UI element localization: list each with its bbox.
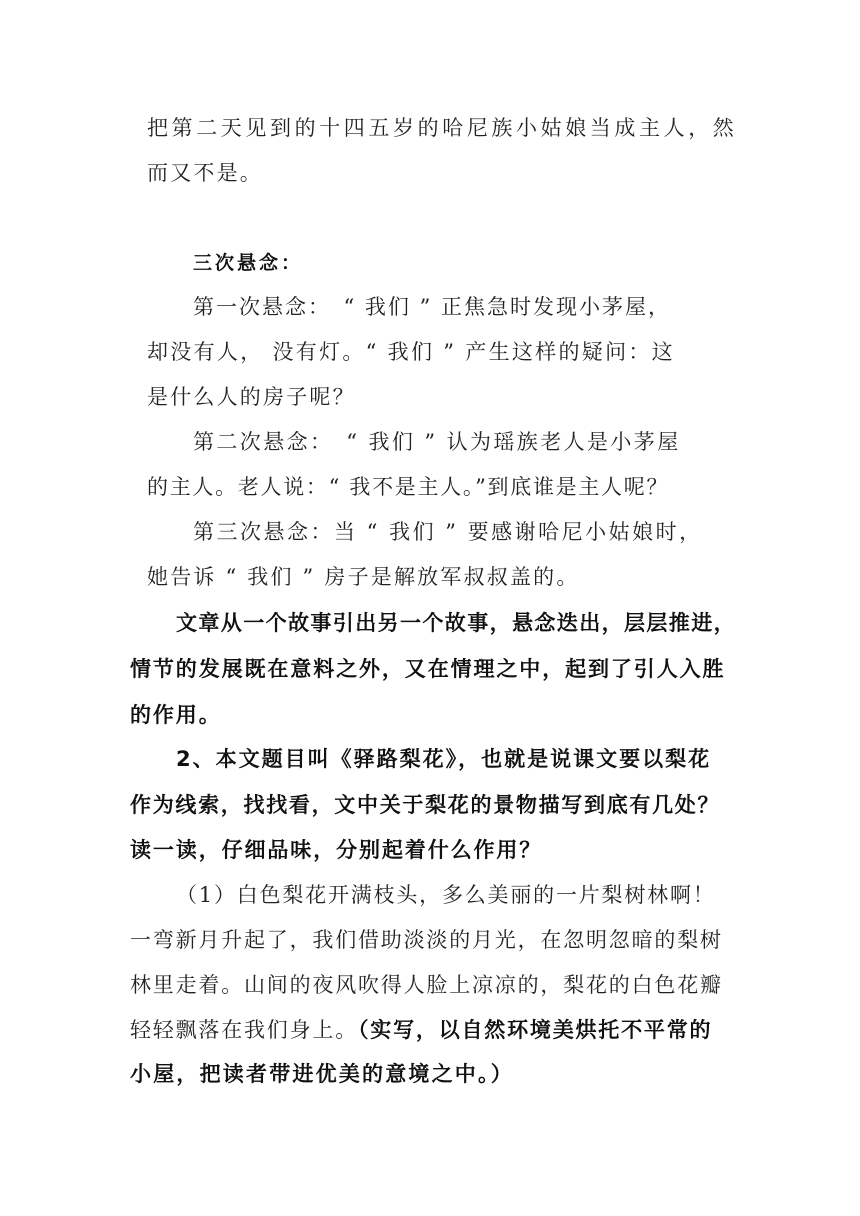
paragraph-line: 一弯新月升起了，我们借助淡淡的月光，在忽明忽暗的梨树 bbox=[130, 928, 723, 952]
question-line: 作为线索，找找看，文中关于梨花的景物描写到底有几处？ bbox=[130, 793, 721, 817]
paragraph-line: 她告诉 “ 我们 ” 房子是解放军叔叔盖的。 bbox=[147, 565, 580, 589]
paragraph-line: 第二次悬念： “ 我们 ” 认为瑶族老人是小茅屋 bbox=[193, 430, 681, 454]
paragraph-line: 是什么人的房子呢？ bbox=[147, 385, 356, 409]
paragraph-line: 却没有人， 没有灯。“ 我们 ” 产生这样的疑问：这 bbox=[147, 340, 675, 364]
paragraph-line: 林里走着。山间的夜风吹得人脸上凉凉的，梨花的白色花瓣 bbox=[130, 973, 723, 997]
paragraph-line: 的主人。老人说：“ 我不是主人。”到底谁是主人呢？ bbox=[147, 475, 670, 499]
annotation-text: （实写，以自然环境美烘托不平常的 bbox=[358, 1018, 713, 1042]
question-line: 2、本文题目叫《驿路梨花》，也就是说课文要以梨花 bbox=[176, 747, 712, 771]
paragraph-line: 把第二天见到的十四五岁的哈尼族小姑娘当成主人，然 bbox=[147, 116, 738, 140]
section-heading: 三次悬念： bbox=[193, 252, 304, 274]
bold-paragraph-line: 文章从一个故事引出另一个故事，悬念迭出，层层推进， bbox=[176, 611, 736, 635]
question-line: 读一读，仔细品味，分别起着什么作用？ bbox=[130, 838, 543, 862]
bold-paragraph-line: 的作用。 bbox=[130, 703, 222, 727]
paragraph-line bbox=[130, 1020, 712, 1041]
paragraph-line: 第一次悬念： “ 我们 ” 正焦急时发现小茅屋， bbox=[193, 295, 671, 319]
paragraph-line: 第三次悬念：当 “ 我们 ” 要感谢哈尼小姑娘时， bbox=[193, 520, 703, 544]
paragraph-line: （1）白色梨花开满枝头，多么美丽的一片梨树林啊！ bbox=[176, 883, 716, 907]
paragraph-line: 而又不是。 bbox=[147, 161, 263, 185]
plain-text: 轻轻飘落在我们身上。 bbox=[130, 1018, 358, 1042]
bold-paragraph-line: 情节的发展既在意料之外，又在情理之中，起到了引人入胜 bbox=[130, 657, 726, 681]
annotation-line: 小屋，把读者带进优美的意境之中。） bbox=[130, 1062, 514, 1086]
